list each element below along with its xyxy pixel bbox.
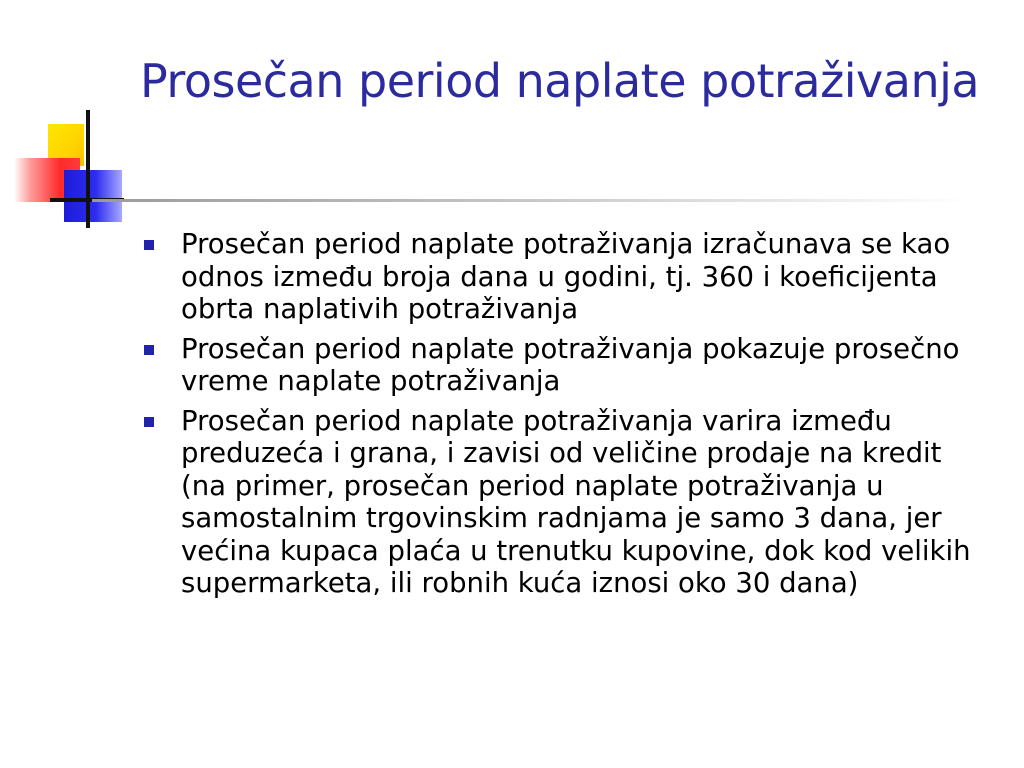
vertical-line-decoration: [86, 110, 90, 228]
square-bullet-icon: [144, 417, 154, 427]
bullet-item: [144, 333, 984, 398]
title-underline-rule: [92, 199, 972, 202]
bullet-text: Prosečan period naplate potraživanja pokazuje prosečno vreme naplate potraživanja: [181, 332, 960, 397]
decorative-logo: [0, 0, 160, 240]
bullet-list: [144, 228, 984, 607]
bullet-item: [144, 228, 984, 326]
bullet-text: Prosečan period naplate potraživanja izračunava se kao odnos između broja dana u godini, tj. 360 i koeficijenta obrta naplativih potraživanja: [181, 228, 951, 325]
square-bullet-icon: [144, 345, 154, 355]
blue-square-decoration: [64, 170, 122, 222]
bullet-item: [144, 405, 984, 600]
bullet-text: Prosečan period naplate potraživanja varira između preduzeća i grana, i zavisi od veličine prodaje na kredit (na primer, prosečan period naplate potraživanja u samostalnim trgovinskim radnjama je samo 3 dana, jer većina kupaca plaća u trenutku kupovine, dok kod velikih supermarketa, ili robnih kuća iznosi oko 30 dana): [181, 404, 971, 599]
square-bullet-icon: [144, 240, 154, 250]
slide-title: Prosečan period naplate potraživanja: [140, 54, 980, 108]
